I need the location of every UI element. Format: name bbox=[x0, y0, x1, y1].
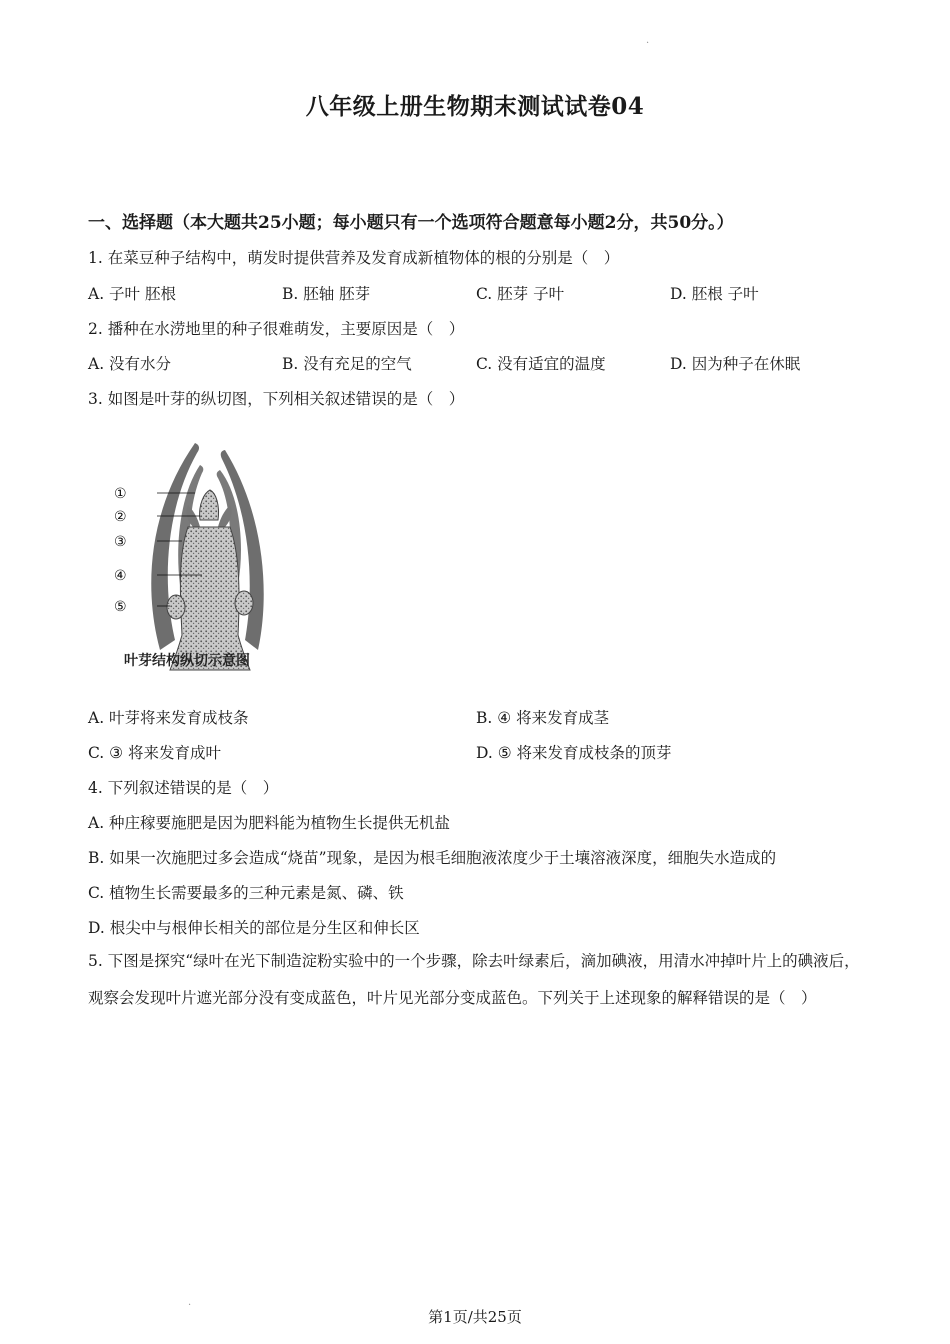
question-1-option-a: A. 子叶 胚根 bbox=[88, 285, 176, 303]
question-4-option-d: D. 根尖中与根伸长相关的部位是分生区和伸长区 bbox=[88, 919, 420, 937]
question-3-option-a: A. 叶芽将来发育成枝条 bbox=[88, 709, 249, 727]
question-4-option-a: A. 种庄稼要施肥是因为肥料能为植物生长提供无机盐 bbox=[88, 814, 451, 832]
page-title: 八年级上册生物期末测试试卷04 bbox=[305, 93, 645, 120]
question-2-option-b: B. 没有充足的空气 bbox=[282, 355, 412, 373]
question-1-stem: 1. 在菜豆种子结构中，萌发时提供营养及发育成新植物体的根的分别是（ ） bbox=[88, 249, 620, 267]
question-2-stem: 2. 播种在水涝地里的种子很难萌发，主要原因是（ ） bbox=[88, 320, 465, 338]
figure-label-2: ② bbox=[114, 509, 127, 525]
question-3-option-d: D. ⑤ 将来发育成枝条的顶芽 bbox=[476, 744, 672, 762]
question-2-option-a: A. 没有水分 bbox=[88, 355, 172, 373]
scan-dot: · bbox=[646, 38, 650, 49]
question-2-option-d: D. 因为种子在休眠 bbox=[670, 355, 801, 373]
figure-label-4: ④ bbox=[114, 568, 127, 584]
question-1-option-c: C. 胚芽 子叶 bbox=[476, 285, 565, 303]
figure-label-5: ⑤ bbox=[114, 599, 127, 615]
leaf-bud-diagram bbox=[100, 435, 285, 675]
page-footer: 第1页/共25页 bbox=[428, 1308, 522, 1326]
question-4-stem: 4. 下列叙述错误的是（ ） bbox=[88, 779, 279, 797]
question-5-stem: 5. 下图是探究“绿叶在光下制造淀粉实验中的一个步骤，除去叶绿素后，滴加碘液，用清水冲掉叶片上的碘液后，观察会发现叶片遮光部分没有变成蓝色，叶片见光部分变成蓝色。下列关于上述现象的解释错误的是（ ） bbox=[88, 952, 860, 1007]
question-3-option-c: C. ③ 将来发育成叶 bbox=[88, 744, 221, 762]
scan-dot: · bbox=[188, 1300, 192, 1311]
question-4-option-c: C. 植物生长需要最多的三种元素是氮、磷、铁 bbox=[88, 884, 404, 902]
section-heading: 一、选择题（本大题共25小题；每小题只有一个选项符合题意每小题2分，共50分。） bbox=[88, 213, 734, 233]
question-3-option-b: B. ④ 将来发育成茎 bbox=[476, 709, 610, 727]
question-4-option-b: B. 如果一次施肥过多会造成“烧苗”现象，是因为根毛细胞液浓度少于土壤溶液深度，细胞失水造成的 bbox=[88, 849, 777, 867]
question-2-option-c: C. 没有适宜的温度 bbox=[476, 355, 606, 373]
figure-label-1: ① bbox=[114, 486, 127, 502]
question-1-option-b: B. 胚轴 胚芽 bbox=[282, 285, 371, 303]
question-1-option-d: D. 胚根 子叶 bbox=[670, 285, 759, 303]
question-3-stem: 3. 如图是叶芽的纵切图，下列相关叙述错误的是（ ） bbox=[88, 390, 465, 408]
figure-caption: 叶芽结构纵切示意图 bbox=[124, 653, 250, 669]
figure-label-3: ③ bbox=[114, 534, 127, 550]
